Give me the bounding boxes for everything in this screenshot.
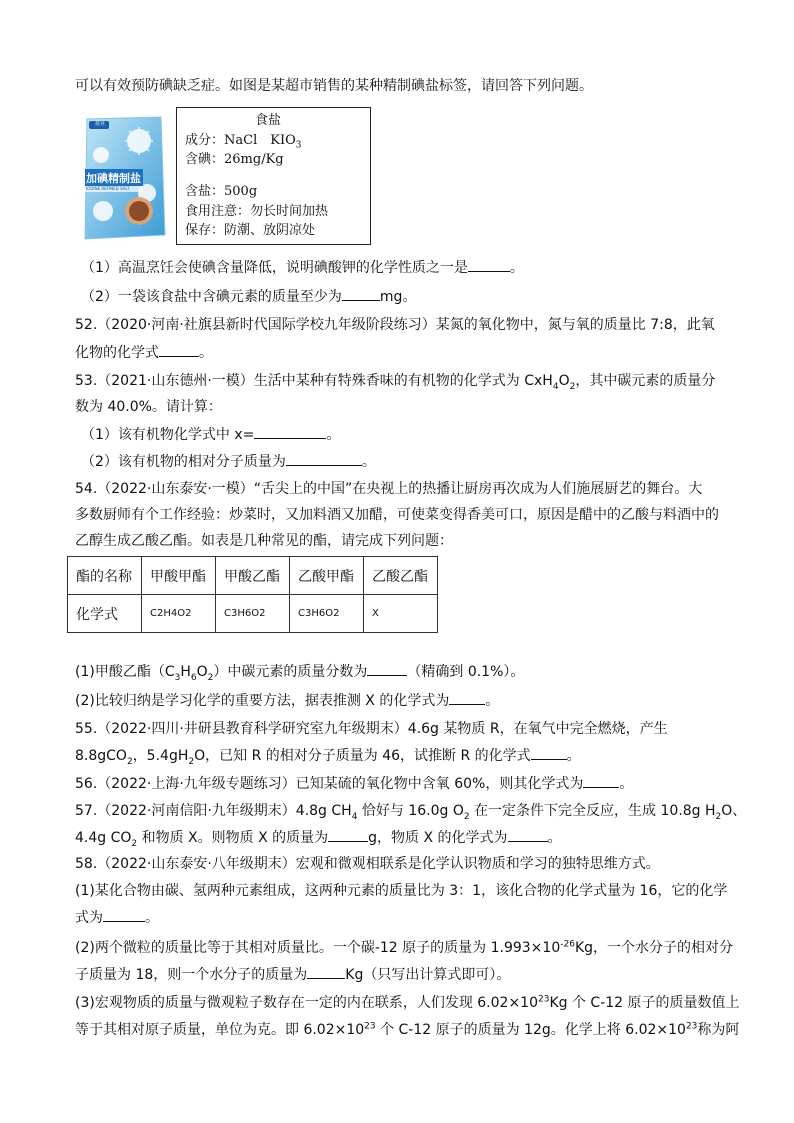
table-header-cell: 甲酸乙酯 <box>216 557 290 595</box>
q54-line3: 乙醇生成乙酸乙酯。如表是几种常见的酯，请完成下列问题： <box>75 533 453 549</box>
answer-blank[interactable] <box>342 286 380 301</box>
intro-text: 可以有效预防碘缺乏症。如图是某超市销售的某种精制碘盐标签，请回答下列问题。 <box>75 78 593 94</box>
answer-blank[interactable] <box>367 661 407 676</box>
table-cell: C3H6O2 <box>290 595 364 633</box>
q58-part3-line2: 等于其相对原子质量，单位为克。即 $6.02\times 10^{23}$ 个 C-12 原子的质量为 12g。化学上将 $6.02\times 10^{23}$称为阿 <box>75 1021 740 1038</box>
table-header-cell: 乙酸乙酯 <box>364 557 438 595</box>
label-title: 食盐 <box>255 113 282 128</box>
q53-line2: 数为 40.0%。请计算： <box>75 399 222 415</box>
answer-blank[interactable] <box>508 827 548 842</box>
q52-line1: 52.（2020·河南·社旗县新时代国际学校九年级阶段练习）某氮的氧化物中，氮与氧的质量比 7:8，此氧 <box>75 317 715 333</box>
q56-line1: 56.（2022·上海·九年级专题练习）已知某硫的氧化物中含氧 60%，则其化学式为 。 <box>75 773 633 794</box>
table-cell: C3H6O2 <box>216 595 290 633</box>
q52-line2: 化物的化学式 。 <box>75 342 213 363</box>
q58-part1-line1: (1)某化合物由碳、氢两种元素组成，这两种元素的质量比为 3：1，该化合物的化学式量为 16，它的化学 <box>75 883 728 899</box>
label-components: 成分：NaCl $KIO_3$ <box>185 133 302 151</box>
ester-table <box>67 556 438 633</box>
q51-part1: （1）高温烹饪会使碘含量降低，说明碘酸钾的化学性质之一是 。 <box>81 257 524 278</box>
table-row <box>68 595 438 633</box>
table-header-cell: 甲酸甲酯 <box>142 557 216 595</box>
q54-line1: 54.（2022·山东泰安·一模）“舌尖上的中国”在央视上的热播让厨房再次成为人们施展厨艺的舞台。大 <box>75 481 703 497</box>
q54-part2: (2)比较归纳是学习化学的重要方法，据表推测 X 的化学式为 。 <box>75 690 499 711</box>
label-storage: 保存：防潮、放阴凉处 <box>185 223 316 238</box>
answer-blank[interactable] <box>468 257 510 272</box>
q57-line2: 4.4g $CO_2$ 和物质 X。则物质 X 的质量为 g，物质 X 的化学式为 。 <box>75 827 562 848</box>
q55-line2: 8.8gCO$_2$，$5.4gH_2O$，已知 R 的相对分子质量为 46，试推断 R 的化学式 。 <box>75 745 581 766</box>
q58-line1: 58.（2022·山东泰安·八年级期末）宏观和微观相联系是化学认识物质和学习的独特思维方式。 <box>75 856 660 872</box>
q55-line1: 55.（2022·四川·井研县教育科学研究室九年级期末）4.6g 某物质 R，在氧气中完全燃烧，产生 <box>75 721 668 737</box>
label-iodine: 含碘：26mg/Kg <box>185 152 284 167</box>
package-subtitle: IODINE REFINED SALT <box>86 186 130 191</box>
package-title: 加碘精制盐 <box>86 172 141 185</box>
q53-line1: 53.（2021·山东德州·一模）生活中某种有特殊香味的有机物的化学式为 $CxH_4O_2$，其中碳元素的质量分 <box>75 373 716 392</box>
answer-blank[interactable] <box>254 424 326 439</box>
answer-blank[interactable] <box>286 451 362 466</box>
q54-line2: 多数厨师有个工作经验：炒菜时，又加料酒又加醋，可使菜变得香美可口，原因是醋中的乙酸与料酒中的 <box>75 507 719 523</box>
table-header-row <box>68 557 438 595</box>
salt-package-image <box>81 115 167 243</box>
q51-part2: （2）一袋该食盐中含碘元素的质量至少为 mg。 <box>81 286 416 307</box>
q58-part2-line1: (2)两个微粒的质量比等于其相对质量比。一个碳-12 原子的质量为 $1.993\times 10^{-26}Kg$，一个水分子的相对分 <box>75 939 734 956</box>
q57-line1: 57.（2022·河南信阳·九年级期末）4.8g $CH_4$ 恰好与 16.0g $O_2$ 在一定条件下完全反应，生成 10.8g $H_2O$、 <box>75 803 747 822</box>
answer-blank[interactable] <box>583 773 619 788</box>
answer-blank[interactable] <box>159 342 199 357</box>
q58-part1-line2: 式为 。 <box>75 907 159 928</box>
table-cell: X <box>364 595 438 633</box>
q58-part2-line2: 子质量为 18，则一个水分子的质量为 Kg（只写出计算式即可）。 <box>75 964 510 985</box>
q54-part1: (1)甲酸乙酯$(C_3H_6O_2)$中碳元素的质量分数为 （精确到 0.1%）。 <box>75 661 524 682</box>
answer-blank[interactable] <box>328 827 368 842</box>
table-header-cell: 乙酸甲酯 <box>290 557 364 595</box>
q53-part1: （1）该有机物化学式中 x= 。 <box>81 424 340 445</box>
answer-blank[interactable] <box>449 690 485 705</box>
answer-blank[interactable] <box>103 907 145 922</box>
table-header-cell: 酯的名称 <box>68 557 142 595</box>
label-salt-amount: 含盐：500g <box>185 184 258 199</box>
q53-part2: （2）该有机物的相对分子质量为 。 <box>81 451 376 472</box>
package-brand: 盐业 <box>94 121 105 127</box>
label-usage: 食用注意：勿长时间加热 <box>185 204 329 219</box>
q58-part3-line1: (3)宏观物质的质量与微观粒子数存在一定的内在联系，人们发现 $6.02\times 10^{23}Kg$ 个 C-12 原子的质量数值上 <box>75 994 740 1011</box>
salt-label <box>176 107 371 245</box>
table-cell: 化学式 <box>68 595 142 633</box>
answer-blank[interactable] <box>531 745 567 760</box>
table-cell: C2H4O2 <box>142 595 216 633</box>
answer-blank[interactable] <box>307 964 345 979</box>
